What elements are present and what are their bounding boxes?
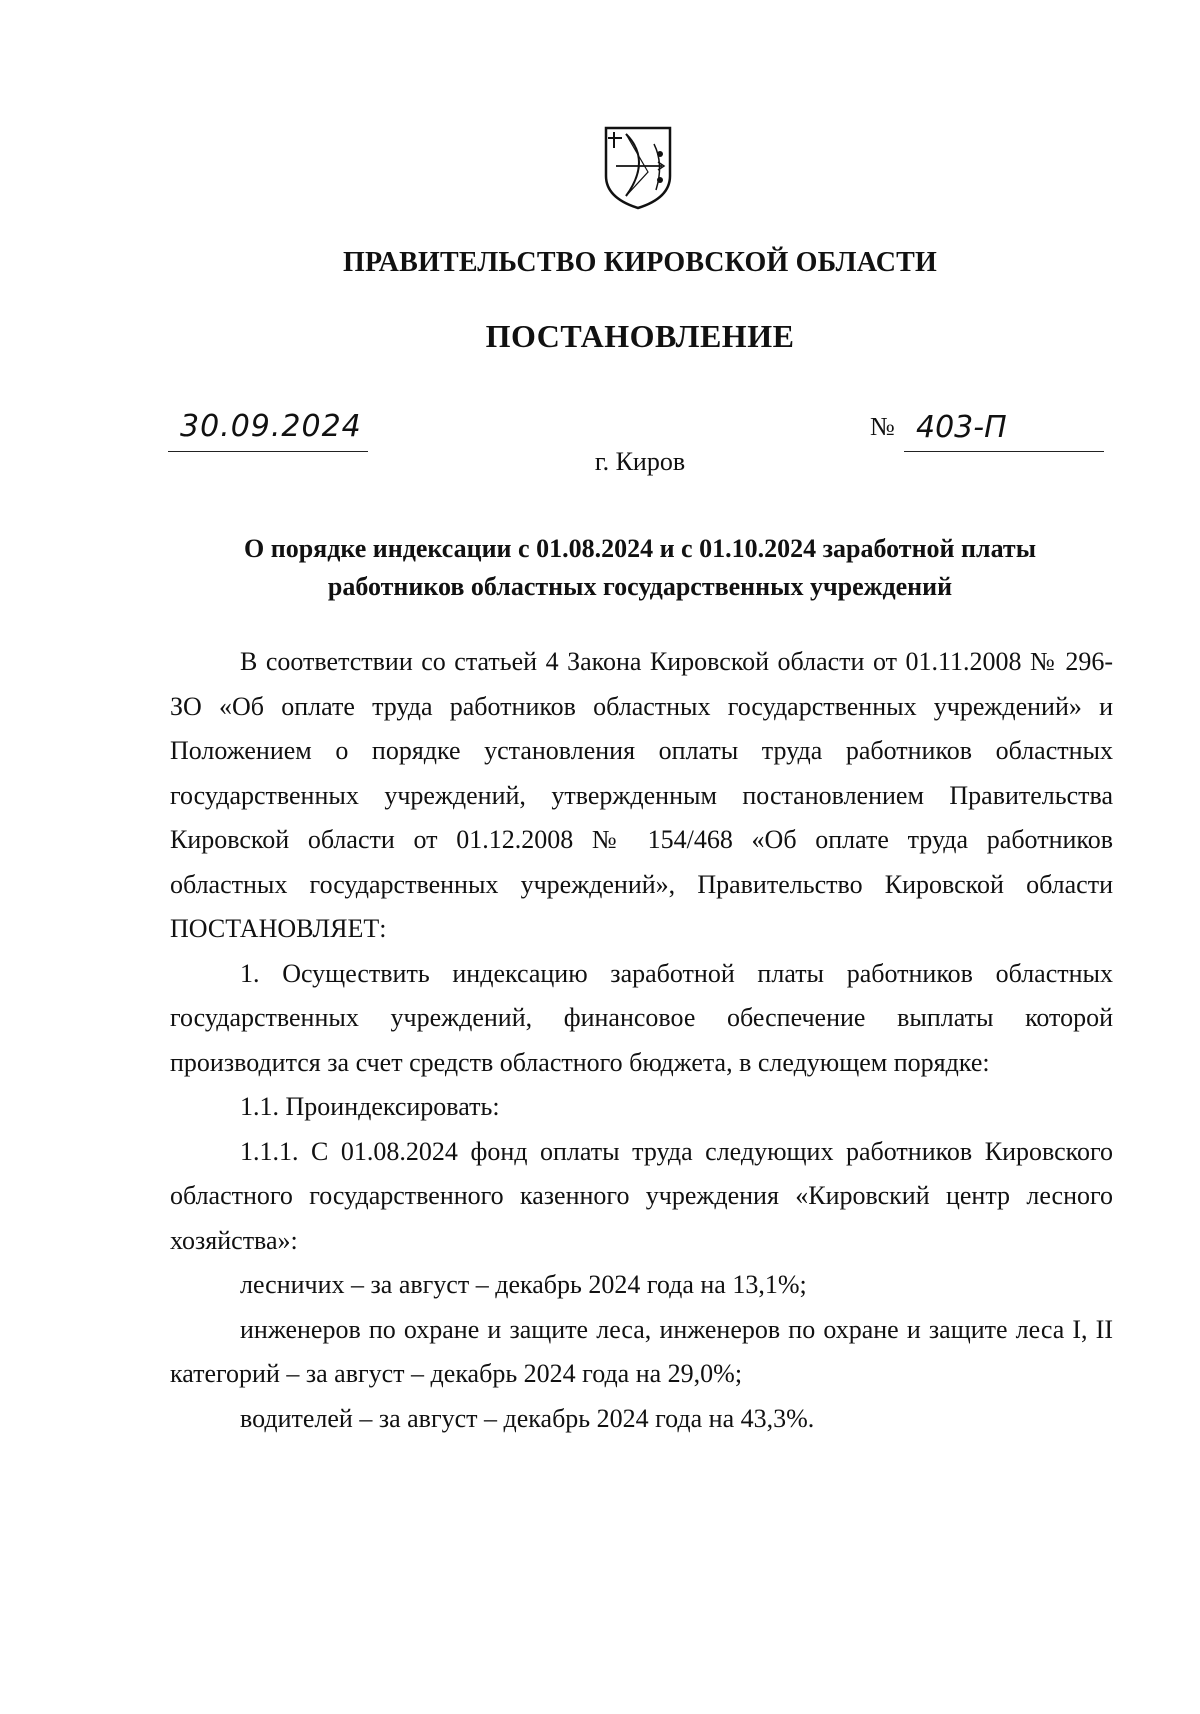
subject-line-1: О порядке индексации с 01.08.2024 и с 01.10.2024 заработной платы — [243, 534, 1037, 563]
kirov-coat-of-arms-icon — [602, 124, 674, 210]
document-number: 403-П — [916, 410, 1007, 445]
foresters-line: лесничих – за август – декабрь 2024 года на 13,1%; — [240, 1270, 807, 1299]
subject-line-2: работников областных государственных учреждений — [327, 572, 953, 601]
item-1-1-paragraph: 1.1. Проиндексировать: — [240, 1092, 500, 1121]
organization-title: ПРАВИТЕЛЬСТВО КИРОВСКОЙ ОБЛАСТИ — [342, 247, 937, 278]
item-1-1-1-paragraph: 1.1.1. С 01.08.2024 фонд оплаты труда следующих работников Кировского областного государственного казенного учреждения «Кировский центр лесного хозяйства»: — [170, 1136, 1113, 1255]
document-body — [170, 640, 1113, 1441]
preamble-paragraph: В соответствии со статьей 4 Закона Кировской области от 01.11.2008 № 296-ЗО «Об оплате труда работников областных государственных учреждений» и Положением о порядке установления оплаты труда работников областных государственных учреждений, утвержденным постановлением Правительства Кировской области от 01.12.2008 № 154/468 «Об оплате труда работников областных государственных учреждений», Правительство Кировской области ПОСТАНОВЛЯЕТ: — [170, 647, 1113, 943]
number-sign: № — [870, 412, 895, 441]
document-date: 30.09.2024 — [180, 409, 362, 444]
drivers-line: водителей – за август – декабрь 2024 года на 43,3%. — [240, 1403, 815, 1433]
document-subject — [200, 530, 1080, 606]
city-label: г. Киров — [594, 447, 686, 476]
item-1-paragraph: 1. Осуществить индексацию заработной платы работников областных государственных учреждений, финансовое обеспечение выплаты которой производится за счет средств областного бюджета, в следующем порядке: — [170, 958, 1113, 1077]
document-type-title: ПОСТАНОВЛЕНИЕ — [485, 318, 795, 354]
engineers-line: инженеров по охране и защите леса, инженеров по охране и защите леса I, II категорий – за август – декабрь 2024 года на 29,0%; — [170, 1314, 1113, 1388]
